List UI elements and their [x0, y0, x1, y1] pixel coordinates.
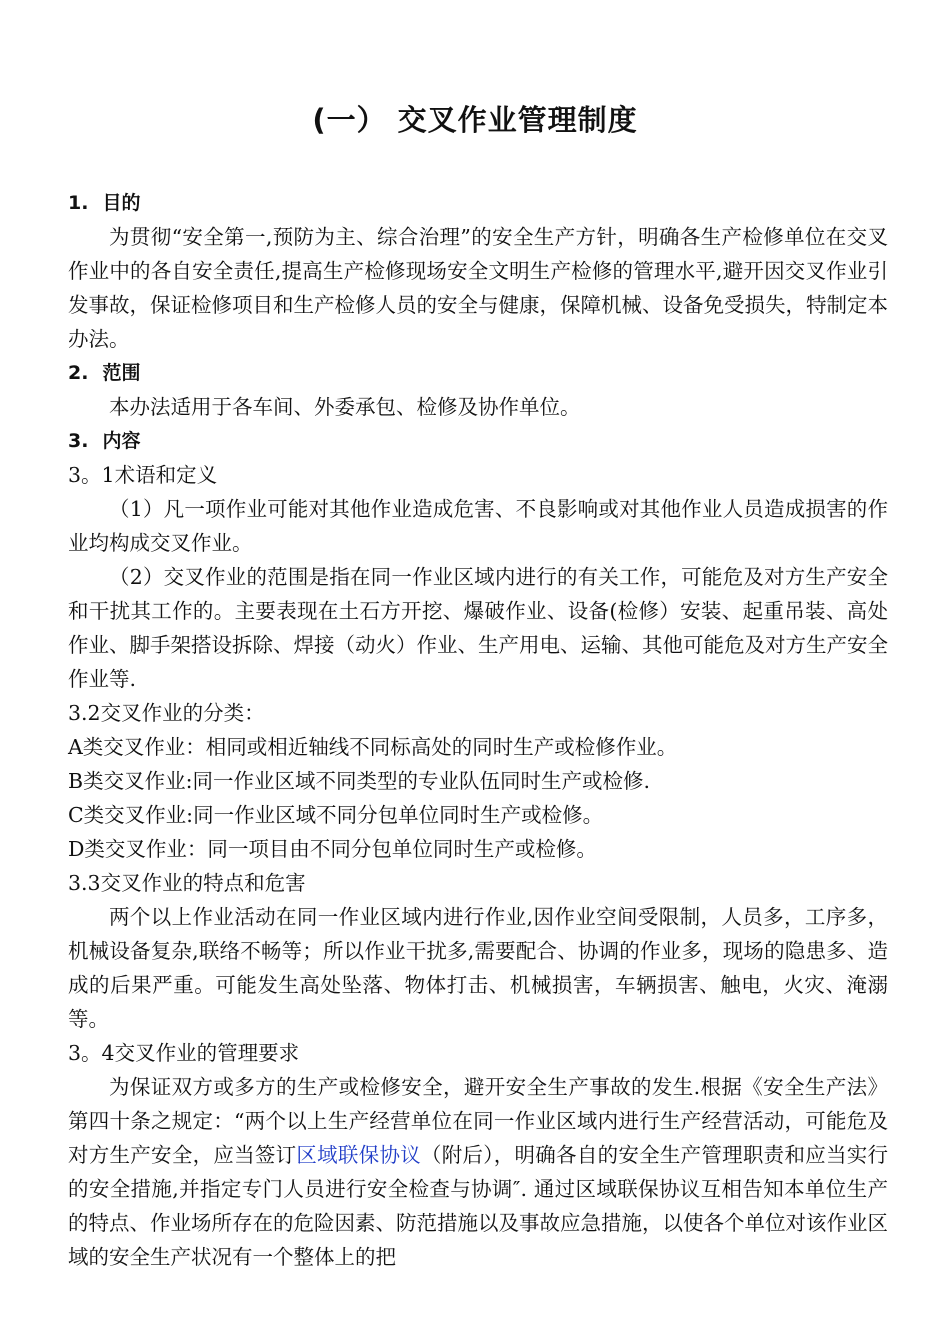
section-number: 3.	[68, 430, 89, 452]
subsection-heading-requirements: 3。4交叉作业的管理要求	[68, 1041, 300, 1065]
paragraph-scope: 本办法适用于各车间、外委承包、检修及协作单位。	[109, 395, 581, 419]
paragraph-purpose: 为贯彻“安全第一,预防为主、综合治理”的安全生产方针，明确各生产检修单位在交叉作业中的各自安全责任,提高生产检修现场安全文明生产检修的管理水平,避开因交叉作业引发事故，保证检修项目和生产检修人员的安全与健康，保障机械、设备免受损失，特制定本办法。	[68, 225, 888, 351]
list-item-class-d: D类交叉作业：同一项目由不同分包单位同时生产或检修。	[68, 837, 597, 861]
subsection-heading-classification: 3.2交叉作业的分类：	[68, 701, 265, 725]
paragraph-hazards: 两个以上作业活动在同一作业区域内进行作业,因作业空间受限制，人员多，工序多，机械设备复杂,联络不畅等；所以作业干扰多,需要配合、协调的作业多，现场的隐患多、造成的后果严重。可能发生高处坠落、物体打击、机械损害，车辆损害、触电，火灾、淹溺等。	[68, 905, 888, 1031]
paragraph-requirements	[68, 1070, 888, 1274]
document-body	[68, 186, 888, 1274]
list-item-class-b: B类交叉作业:同一作业区域不同类型的专业队伍同时生产或检修.	[68, 769, 650, 793]
paragraph-definition-2: （2）交叉作业的范围是指在同一作业区域内进行的有关工作，可能危及对方生产安全和干扰其工作的。主要表现在土石方开挖、爆破作业、设备(检修）安装、起重吊装、高处作业、脚手架搭设拆除、焊接（动火）作业、生产用电、运输、其他可能危及对方生产安全作业等.	[68, 565, 888, 691]
section-heading-purpose	[68, 186, 888, 220]
subsection-heading-hazards: 3.3交叉作业的特点和危害	[68, 871, 306, 895]
section-heading-scope	[68, 356, 888, 390]
section-title: 内容	[102, 430, 141, 452]
list-item-class-a: A类交叉作业：相同或相近轴线不同标高处的同时生产或检修作业。	[68, 735, 678, 759]
section-number: 2.	[68, 362, 89, 384]
section-title: 目的	[102, 192, 141, 214]
section-title: 范围	[102, 362, 141, 384]
paragraph-definition-1: （1）凡一项作业可能对其他作业造成危害、不良影响或对其他作业人员造成损害的作业均构成交叉作业。	[68, 497, 888, 555]
section-number: 1.	[68, 192, 89, 214]
requirements-text-part1: 为保证双方或多方的生产或检修安全，避开安全生产事故的发生.根据《安全生产法》第四十条之规定：“两个以上生产经营单位在同一作业区域内进行生产经营活动，可能危及对方生产安全，应当签订	[68, 1075, 888, 1167]
list-item-class-c: C类交叉作业:同一作业区域不同分包单位同时生产或检修。	[68, 803, 604, 827]
page-title: (一） 交叉作业管理制度	[312, 103, 638, 137]
section-heading-content	[68, 424, 888, 458]
requirements-text-part2: （附后），明确各自的安全生产管理职责和应当实行的安全措施,并指定专门人员进行安全检查与协调″. 通过区域联保协议互相告知本单位生产的特点、作业场所存在的危险因素、防范措施以及事故应急措施，以使各个单位对该作业区域的安全生产状况有一个整体上的把	[68, 1143, 888, 1269]
subsection-heading-terms: 3。1术语和定义	[68, 463, 218, 487]
regional-protection-agreement-link[interactable]: 区域联保协议	[296, 1143, 421, 1167]
